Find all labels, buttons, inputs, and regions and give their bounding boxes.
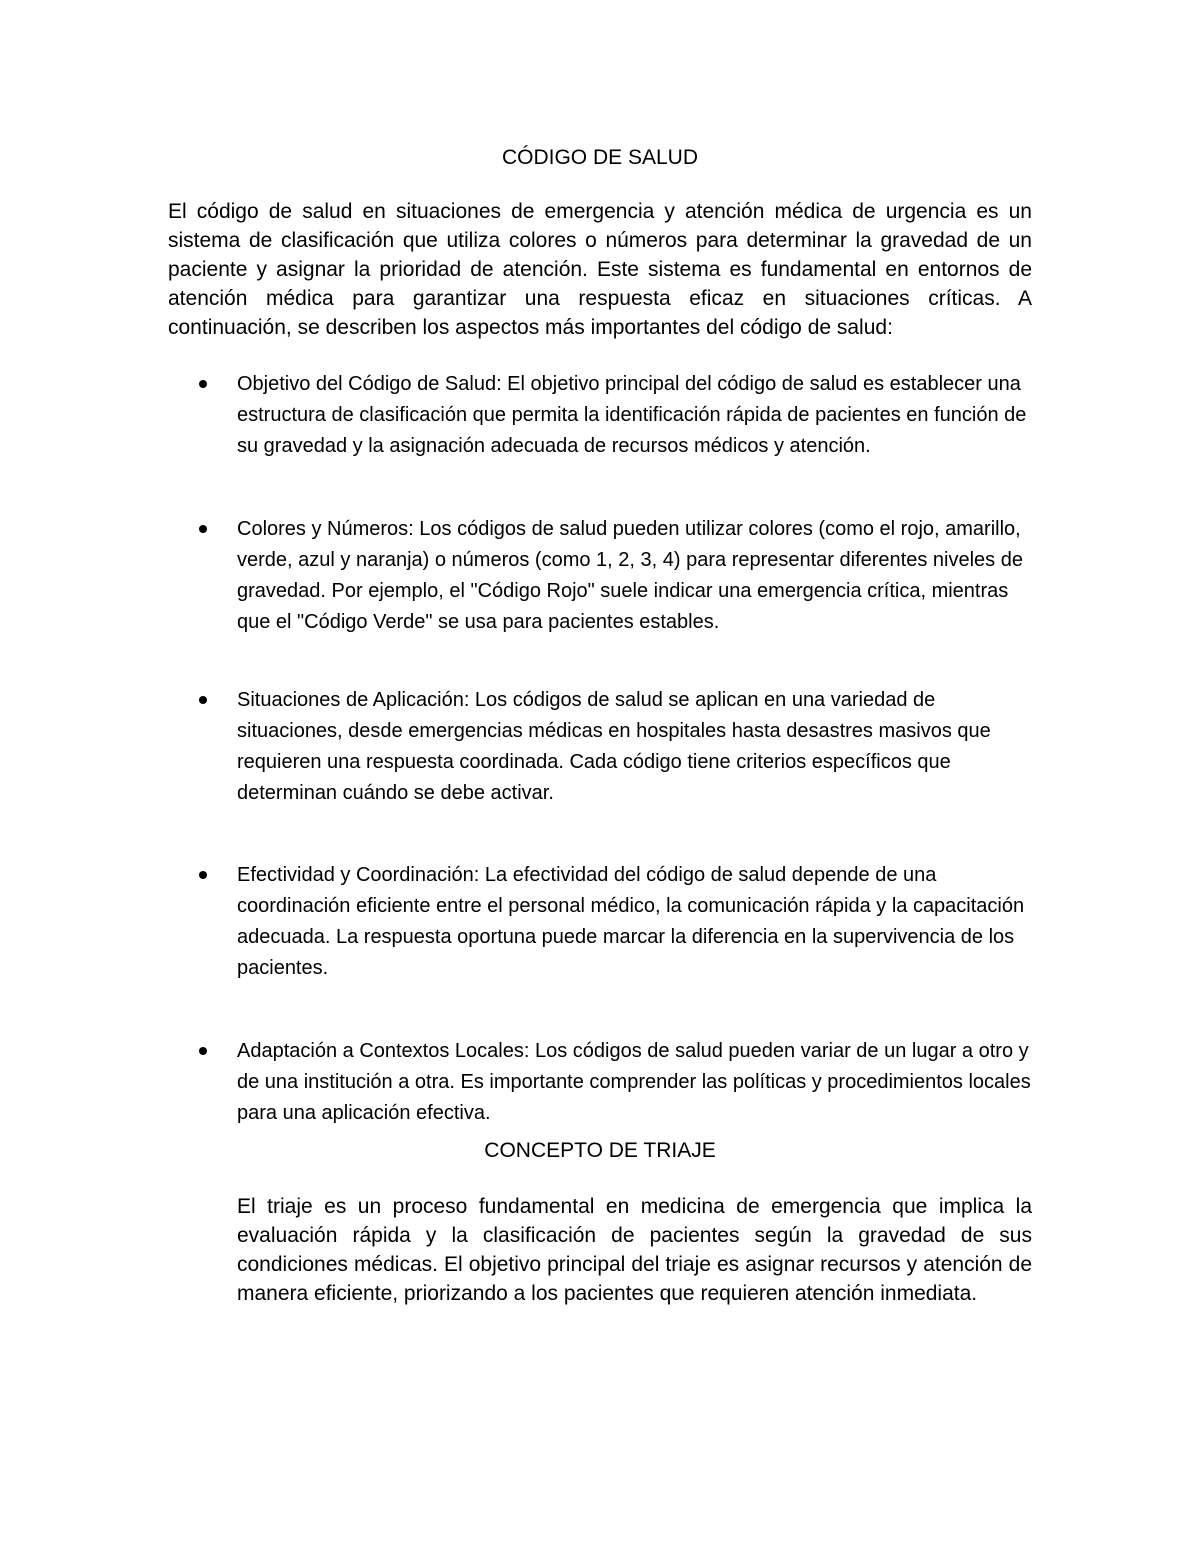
triaje-paragraph: El triaje es un proceso fundamental en medicina de emergencia que implica la evaluación rápida y la clasificación de pacientes según la gravedad de sus condiciones médicas. El objetivo principal del triaje es asignar recursos y atención de manera eficiente, priorizando a los pacientes que requieren atención inmediata.: [237, 1195, 1032, 1305]
bullet-icon: [199, 696, 207, 704]
bullet-icon: [199, 871, 207, 879]
list-item: [168, 369, 1032, 462]
bullet-list: [168, 369, 1032, 1181]
intro-paragraph: El código de salud en situaciones de emergencia y atención médica de urgencia es un sistema de clasificación que utiliza colores o números para determinar la gravedad de un paciente y asignar la prioridad de atención. Este sistema es fundamental en entornos de atención médica para garantizar una respuesta eficaz en situaciones críticas. A continuación, se describen los aspectos más importantes del código de salud:: [168, 200, 1032, 339]
list-item-text: Adaptación a Contextos Locales: Los códigos de salud pueden variar de un lugar a otro y de una institución a otra. Es importante comprender las políticas y procedimientos locales para una aplicación efectiva.: [237, 1040, 1031, 1124]
list-item-text: Colores y Números: Los códigos de salud pueden utilizar colores (como el rojo, amarillo, verde, azul y naranja) o números (como 1, 2, 3, 4) para representar diferentes niveles de gravedad. Por ejemplo, el "Código Rojo" suele indicar una emergencia crítica, mientras que el "Código Verde" se usa para pacientes estables.: [237, 518, 1023, 633]
section-title: CONCEPTO DE TRIAJE: [484, 1139, 716, 1162]
list-item-text: Situaciones de Aplicación: Los códigos de salud se aplican en una variedad de situaciones, desde emergencias médicas en hospitales hasta desastres masivos que requieren una respuesta coordinada. Cada código tiene criterios específicos que determinan cuándo se debe activar.: [237, 689, 991, 804]
bullet-icon: [199, 1047, 207, 1055]
list-item: [168, 860, 1032, 984]
list-item-text: Objetivo del Código de Salud: El objetivo principal del código de salud es establecer una estructura de clasificación que permita la identificación rápida de pacientes en función de su gravedad y la asignación adecuada de recursos médicos y atención.: [237, 373, 1027, 457]
bullet-icon: [199, 525, 207, 533]
list-item: [168, 685, 1032, 809]
page-title: CÓDIGO DE SALUD: [501, 146, 699, 169]
list-item-text: Efectividad y Coordinación: La efectividad del código de salud depende de una coordinación eficiente entre el personal médico, la comunicación rápida y la capacitación adecuada. La respuesta oportuna puede marcar la diferencia en la supervivencia de los pacientes.: [237, 864, 1025, 979]
list-item: [168, 514, 1032, 638]
list-item: [168, 1036, 1032, 1129]
bullet-icon: [199, 380, 207, 388]
